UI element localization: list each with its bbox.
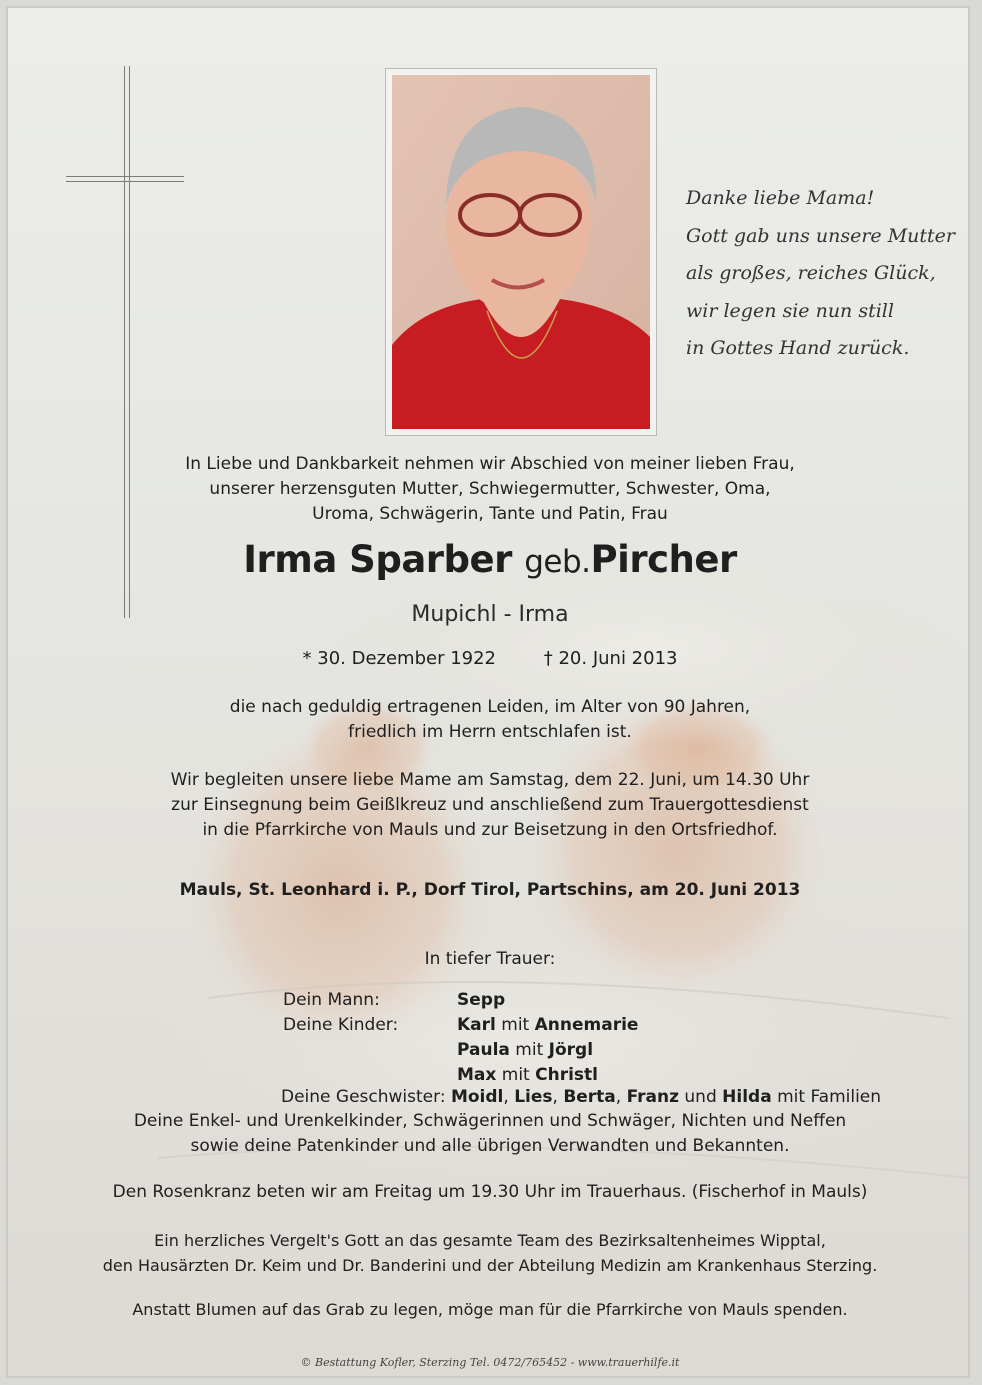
child-name: Karl bbox=[457, 1015, 496, 1035]
portrait-frame bbox=[385, 68, 657, 436]
siblings-and: und bbox=[684, 1087, 717, 1107]
siblings-suffix: mit Familien bbox=[777, 1087, 882, 1107]
quote-line: wir legen sie nun still bbox=[686, 299, 894, 322]
child-row bbox=[457, 1038, 593, 1063]
intro-line: unserer herzensguten Mutter, Schwiegermutter, Schwester, Oma, bbox=[209, 479, 771, 499]
intro-text bbox=[8, 452, 970, 527]
child-name: Max bbox=[457, 1065, 497, 1085]
child-with: mit bbox=[515, 1040, 544, 1060]
children-label: Deine Kinder: bbox=[283, 1015, 399, 1035]
child-name: Paula bbox=[457, 1040, 510, 1060]
thanks-line: den Hausärzten Dr. Keim und Dr. Banderini und der Abteilung Medizin am Krankenhaus Sterzing. bbox=[102, 1256, 878, 1275]
birth-date: * 30. Dezember 1922 bbox=[302, 648, 497, 669]
quote-verse bbox=[686, 180, 956, 368]
passing-line: friedlich im Herrn entschlafen ist. bbox=[348, 722, 632, 742]
sibling: Berta bbox=[563, 1087, 616, 1107]
passing-line: die nach geduldig ertragenen Leiden, im Alter von 90 Jahren, bbox=[229, 697, 751, 717]
spouse-label: Dein Mann: bbox=[283, 990, 380, 1010]
funeral-line: zur Einsegnung beim Geißlkreuz und anschließend zum Trauergottesdienst bbox=[171, 795, 809, 815]
extended-family bbox=[8, 1109, 970, 1159]
thanks-line: Ein herzliches Vergelt's Gott an das gesamte Team des Bezirksaltenheimes Wipptal, bbox=[154, 1231, 826, 1250]
cross-icon bbox=[124, 66, 130, 618]
sibling: Hilda bbox=[722, 1087, 772, 1107]
intro-line: Uroma, Schwägerin, Tante und Patin, Frau bbox=[312, 504, 668, 524]
siblings-row: Deine Geschwister: Moidl, Lies, Berta, Franz und Hilda mit Familien bbox=[281, 1087, 882, 1107]
death-date: † 20. Juni 2013 bbox=[543, 648, 678, 669]
sibling: Lies bbox=[514, 1087, 553, 1107]
nickname: Mupichl - Irma bbox=[411, 602, 569, 627]
deceased-name bbox=[8, 538, 970, 581]
siblings-label: Deine Geschwister: bbox=[281, 1087, 446, 1107]
sibling: Moidl bbox=[450, 1087, 504, 1107]
quote-line: Danke liebe Mama! bbox=[686, 187, 875, 209]
cross-icon-bar bbox=[66, 176, 184, 182]
funeral-line: in die Pfarrkirche von Mauls und zur Beisetzung in den Ortsfriedhof. bbox=[202, 820, 778, 840]
quote-line: Gott gab uns unsere Mutter bbox=[686, 224, 956, 247]
place-date: Mauls, St. Leonhard i. P., Dorf Tirol, Partschins, am 20. Juni 2013 bbox=[179, 880, 801, 900]
name-maiden: Pircher bbox=[590, 538, 737, 581]
mourners-heading: In tiefer Trauer: bbox=[424, 949, 556, 969]
child-partner: Christl bbox=[535, 1065, 598, 1085]
child-with: mit bbox=[501, 1065, 530, 1085]
passing-text bbox=[8, 695, 970, 745]
flowers-notice: Anstatt Blumen auf das Grab zu legen, möge man für die Pfarrkirche von Mauls spenden. bbox=[132, 1300, 848, 1319]
extended-line: Deine Enkel- und Urenkelkinder, Schwägerinnen und Schwäger, Nichten und Neffen bbox=[133, 1111, 847, 1131]
rosary-notice: Den Rosenkranz beten wir am Freitag um 19.30 Uhr im Trauerhaus. (Fischerhof in Mauls) bbox=[112, 1182, 868, 1202]
thanks-text bbox=[8, 1228, 970, 1278]
quote-line: als großes, reiches Glück, bbox=[686, 262, 936, 284]
child-partner: Jörgl bbox=[548, 1040, 594, 1060]
funeral-text bbox=[8, 768, 970, 843]
child-with: mit bbox=[501, 1015, 530, 1035]
spouse-name bbox=[457, 988, 505, 1013]
spouse: Sepp bbox=[457, 990, 506, 1010]
intro-line: In Liebe und Dankbarkeit nehmen wir Abschied von meiner lieben Frau, bbox=[185, 454, 795, 474]
life-dates bbox=[8, 648, 970, 669]
quote-line: in Gottes Hand zurück. bbox=[686, 337, 910, 359]
footer-credit: © Bestattung Kofler, Sterzing Tel. 0472/765452 - www.trauerhilfe.it bbox=[300, 1356, 680, 1369]
funeral-line: Wir begleiten unsere liebe Mame am Samstag, dem 22. Juni, um 14.30 Uhr bbox=[170, 770, 810, 790]
name-main: Irma Sparber bbox=[243, 538, 512, 581]
child-partner: Annemarie bbox=[534, 1015, 639, 1035]
extended-line: sowie deine Patenkinder und alle übrigen Verwandten und Bekannten. bbox=[190, 1136, 790, 1156]
obituary-page bbox=[6, 6, 970, 1378]
name-geb: geb. bbox=[524, 544, 591, 580]
sibling: Franz bbox=[626, 1087, 679, 1107]
child-row bbox=[457, 1013, 638, 1038]
portrait-photo bbox=[392, 75, 650, 429]
